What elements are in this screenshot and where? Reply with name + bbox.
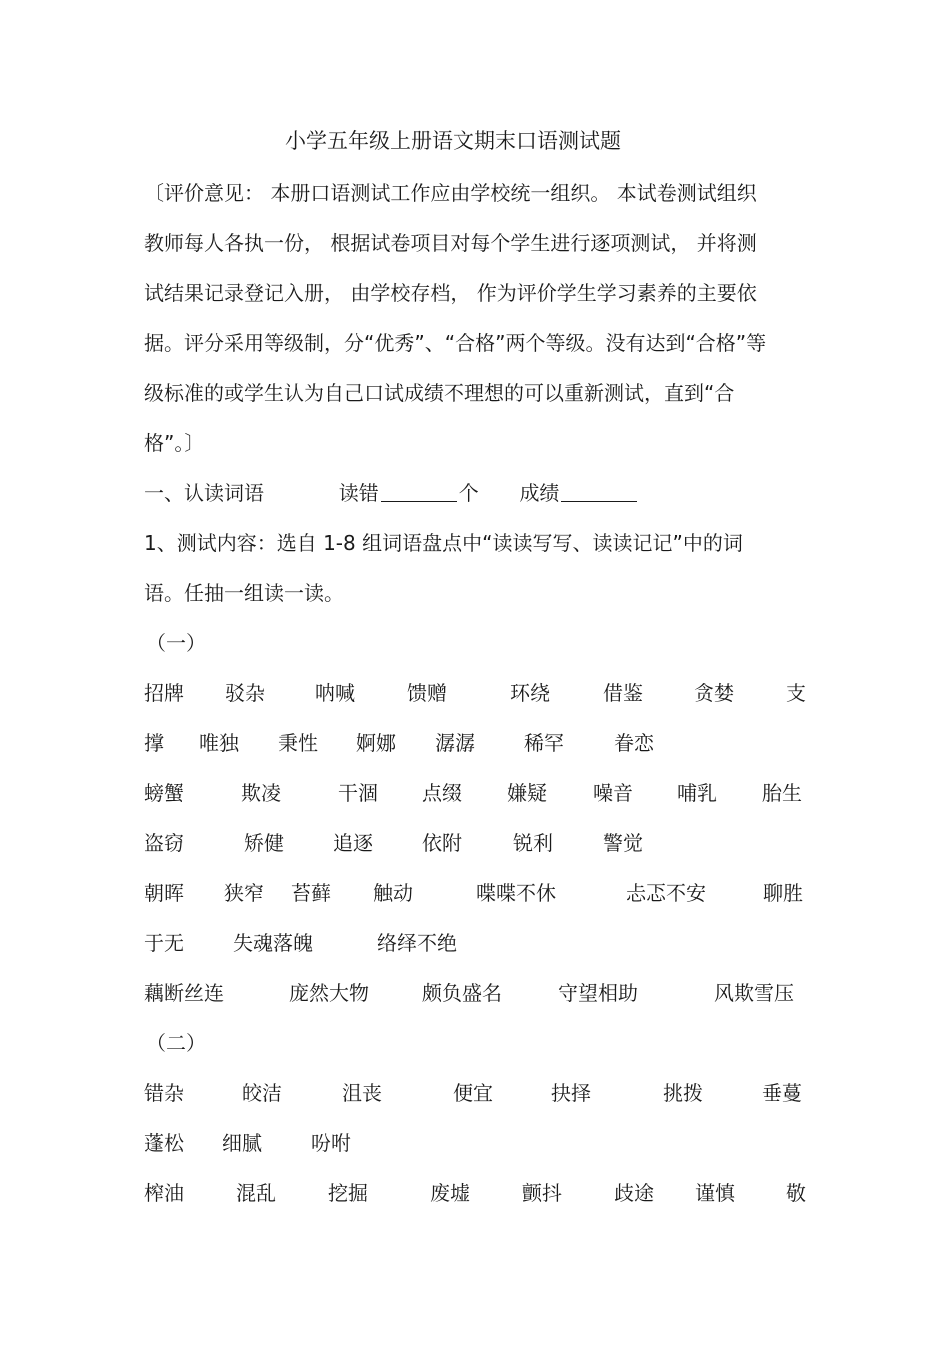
word-item: 废墟	[430, 1181, 470, 1205]
word-item: 垂蔓	[762, 1081, 802, 1105]
word-item: 依附	[422, 831, 462, 855]
word-item: 榨油	[144, 1181, 184, 1205]
wrong-count-label: 读错	[338, 481, 379, 505]
word-item: 细腻	[222, 1131, 262, 1155]
word-item: 呐喊	[315, 681, 355, 705]
score-blank	[561, 481, 637, 502]
word-item: 歧途	[614, 1181, 654, 1205]
test-content-line: 语。任抽一组读一读。	[144, 581, 344, 605]
word-item: 稀罕	[524, 731, 564, 755]
word-item: 皎洁	[242, 1081, 282, 1105]
group-2-label: （二）	[146, 1031, 206, 1055]
word-item: 嫌疑	[507, 781, 547, 805]
document-title: 小学五年级上册语文期末口语测试题	[285, 129, 621, 153]
word-item: 婀娜	[356, 731, 396, 755]
word-item: 守望相助	[558, 981, 638, 1005]
section-1-heading: 一、认读词语	[144, 481, 264, 505]
word-item: 抉择	[551, 1081, 591, 1105]
word-item: 唯独	[199, 731, 239, 755]
word-item: 颤抖	[522, 1181, 562, 1205]
intro-line: 〔评价意见： 本册口语测试工作应由学校统一组织。 本试卷测试组织	[144, 181, 757, 205]
word-item: 贪婪	[694, 681, 734, 705]
section-1-header	[144, 478, 639, 508]
word-item: 沮丧	[342, 1081, 382, 1105]
word-item: 驳杂	[225, 681, 265, 705]
word-item: 喋喋不休	[476, 881, 556, 905]
word-item: 吩咐	[311, 1131, 351, 1155]
word-item: 触动	[373, 881, 413, 905]
word-item: 谨慎	[695, 1181, 735, 1205]
word-item: 狭窄	[224, 881, 264, 905]
word-item: 借鉴	[603, 681, 643, 705]
word-item: 朝晖	[144, 881, 184, 905]
word-item: 敬	[786, 1181, 806, 1205]
word-item: 欺凌	[241, 781, 281, 805]
word-item: 撑	[144, 731, 164, 755]
word-item: 聊胜	[763, 881, 803, 905]
word-item: 警觉	[603, 831, 643, 855]
intro-line: 教师每人各执一份， 根据试卷项目对每个学生进行逐项测试， 并将测	[144, 231, 757, 255]
word-item: 螃蟹	[144, 781, 184, 805]
word-item: 盗窃	[144, 831, 184, 855]
word-item: 藕断丝连	[144, 981, 224, 1005]
word-item: 于无	[144, 931, 184, 955]
word-item: 颇负盛名	[422, 981, 502, 1005]
word-item: 挑拨	[663, 1081, 703, 1105]
word-item: 环绕	[510, 681, 550, 705]
word-item: 秉性	[278, 731, 318, 755]
word-item: 哺乳	[677, 781, 717, 805]
word-item: 蓬松	[144, 1131, 184, 1155]
word-item: 馈赠	[407, 681, 447, 705]
word-item: 眷恋	[614, 731, 654, 755]
intro-line: 级标准的或学生认为自己口试成绩不理想的可以重新测试，直到“合	[144, 381, 735, 405]
word-item: 失魂落魄	[233, 931, 313, 955]
wrong-count-blank	[381, 481, 457, 502]
word-item: 潺潺	[435, 731, 475, 755]
word-item: 锐利	[513, 831, 553, 855]
test-content-line: 1、测试内容：选自 1-8 组词语盘点中“读读写写、读读记记”中的词	[144, 531, 743, 555]
word-item: 招牌	[144, 681, 184, 705]
word-item: 矫健	[244, 831, 284, 855]
word-item: 支	[786, 681, 806, 705]
word-item: 错杂	[144, 1081, 184, 1105]
wrong-count-unit: 个	[458, 481, 479, 505]
intro-line: 据。评分采用等级制，分“优秀”、“合格”两个等级。没有达到“合格”等	[144, 331, 767, 355]
word-item: 点缀	[422, 781, 462, 805]
word-item: 干涸	[338, 781, 378, 805]
intro-line: 格”。〕	[144, 431, 205, 455]
word-item: 挖掘	[328, 1181, 368, 1205]
word-item: 胎生	[762, 781, 802, 805]
word-item: 忐忑不安	[626, 881, 706, 905]
group-1-label: （一）	[146, 631, 206, 655]
word-item: 噪音	[593, 781, 633, 805]
word-item: 庞然大物	[289, 981, 369, 1005]
word-item: 苔藓	[291, 881, 331, 905]
word-item: 风欺雪压	[714, 981, 794, 1005]
word-item: 追逐	[333, 831, 373, 855]
intro-line: 试结果记录登记入册， 由学校存档， 作为评价学生学习素养的主要依	[144, 281, 757, 305]
word-item: 混乱	[236, 1181, 276, 1205]
word-item: 便宜	[453, 1081, 493, 1105]
score-label: 成绩	[519, 481, 560, 505]
word-item: 络绎不绝	[377, 931, 457, 955]
